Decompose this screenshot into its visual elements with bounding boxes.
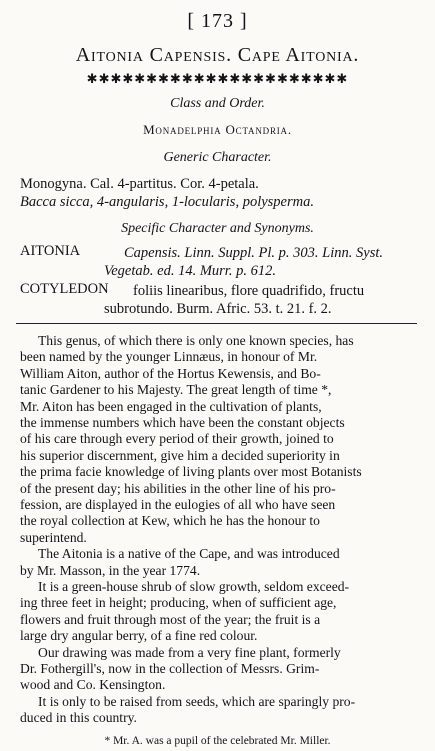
page-number: [ 173 ] [187, 10, 248, 32]
body-line: Our drawing was made from a very fine plant, formerly [38, 644, 341, 660]
body-line: the royal collection at Kew, which he has the honour to [20, 513, 320, 529]
generic-character-heading: Generic Character. [163, 150, 272, 165]
body-line: Mr. Aiton has been engaged in the cultivation of plants, [20, 398, 322, 414]
body-line: William Aiton, author of the Hortus Kewensis, and Bo- [20, 365, 321, 381]
ornament-divider: ✱✱✱✱✱✱✱✱✱✱✱✱✱✱✱✱✱✱✱✱✱✱ [86, 71, 349, 86]
footnote: * Mr. A. was a pupil of the celebrated Mr. Miller. [104, 734, 331, 747]
body-line: It is only to be raised from seeds, which are sparingly pro- [38, 693, 356, 709]
body-line: duced in this country. [20, 710, 137, 726]
body-line: large dry angular berry, of a fine red colour. [20, 628, 258, 644]
generic-line: Bacca sicca, 4-angularis, 1-locularis, polysperma. [20, 194, 314, 210]
body-line: fession, are displayed in the eulogies of all who have seen [20, 497, 336, 512]
synonym-genus: COTYLEDON [20, 281, 109, 297]
body-line: tanic Gardener to his Majesty. The great length of time *, [20, 382, 332, 398]
class-order-value: Monadelphia Octandria. [143, 122, 292, 137]
body-line: The Aitonia is a native of the Cape, and was introduced [38, 546, 340, 562]
synonym-text: Capensis. Linn. Suppl. Pl. p. 303. Linn. Syst. [124, 245, 384, 261]
body-line: been named by the younger Linnæus, in honour of Mr. [20, 349, 318, 365]
synonym-text: foliis linearibus, flore quadrifido, fructu [133, 283, 365, 299]
synonym-genus: AITONIA [20, 243, 81, 259]
body-line: his superior discernment, give him a decided superiority in [20, 447, 340, 463]
section-rule [16, 323, 417, 324]
body-line: superintend. [20, 529, 87, 545]
page-title: Aitonia Capensis. Cape Aitonia. [75, 44, 360, 66]
class-order-heading: Class and Order. [170, 96, 265, 111]
body-line: It is a green-house shrub of slow growth, seldom exceed- [38, 579, 350, 594]
specific-character-heading: Specific Character and Synonyms. [121, 221, 314, 236]
generic-line: Monogyna. Cal. 4-partitus. Cor. 4-petala. [20, 176, 259, 192]
body-line: the prima facie knowledge of living plants over most Botanists [20, 464, 362, 480]
synonym-continuation: subrotundo. Burm. Afric. 53. t. 21. f. 2. [104, 301, 332, 317]
body-line: Dr. Fothergill's, now in the collection of Messrs. Grim- [20, 661, 320, 676]
body-line: flowers and fruit through most of the year; the fruit is a [20, 611, 321, 627]
body-line: wood and Co. Kensington. [20, 677, 166, 693]
body-line: the immense numbers which have been the constant objects [20, 415, 345, 430]
body-line: by Mr. Masson, in the year 1774. [20, 562, 201, 578]
synonym-continuation: Vegetab. ed. 14. Murr. p. 612. [104, 263, 276, 279]
body-line: of his care through every period of their growth, joined to [20, 431, 334, 447]
body-line: This genus, of which there is only one known species, has [38, 333, 354, 348]
body-line: ing three feet in height; producing, when of sufficient age, [20, 595, 337, 611]
body-line: of the present day; his abilities in the other line of his pro- [20, 480, 336, 496]
